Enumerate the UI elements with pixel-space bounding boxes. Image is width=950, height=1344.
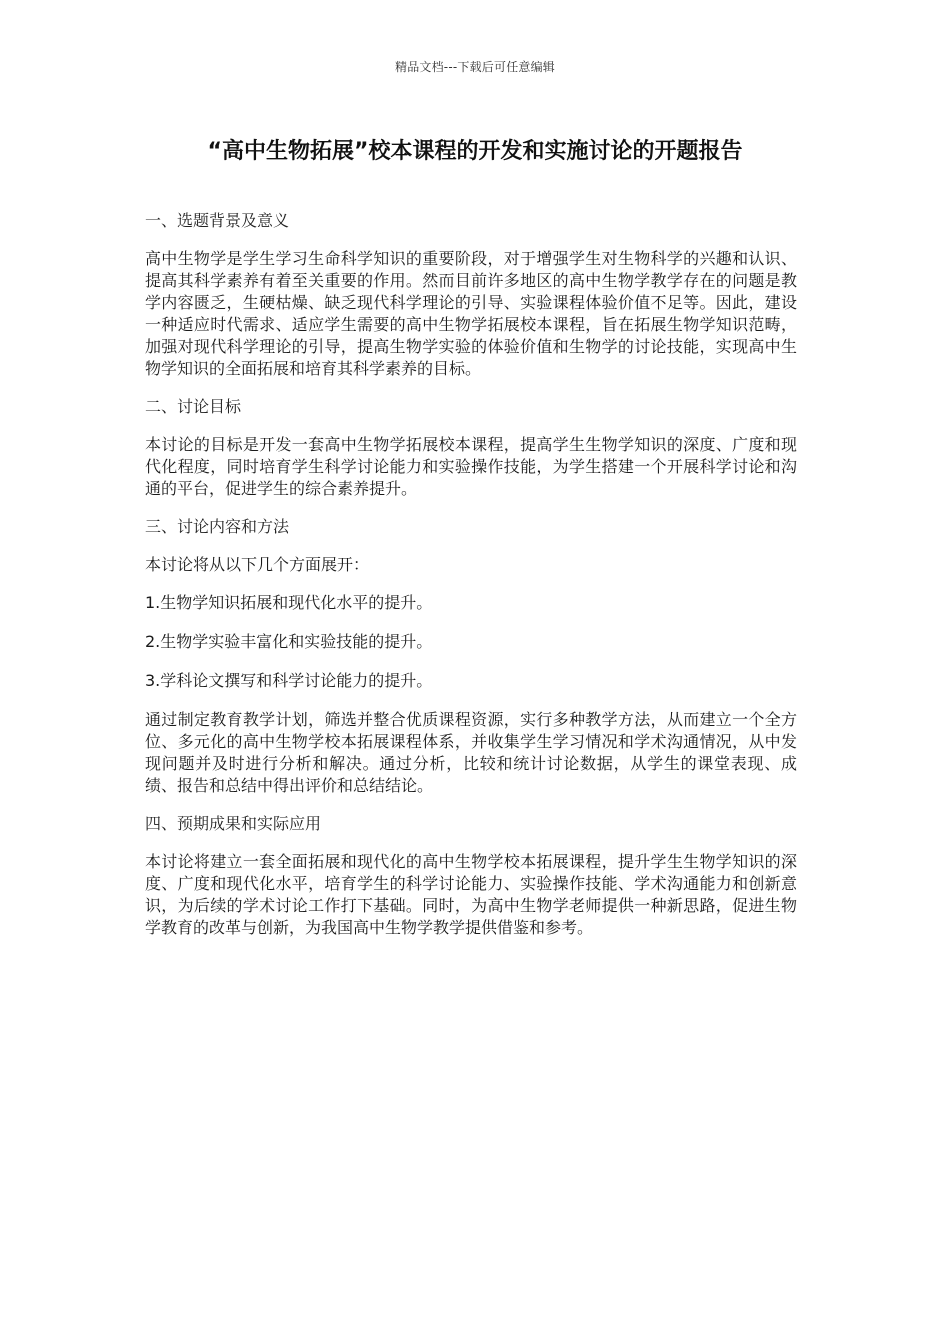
section-heading: 三、讨论内容和方法 [145, 517, 290, 536]
header-note: 精品文档---下载后可任意编辑 [395, 60, 555, 74]
paragraph: 通过制定教育教学计划，筛选并整合优质课程资源，实行多种教学方法，从而建立一个全方位、多元化的高中生物学校本拓展课程体系，并收集学生学习情况和学术沟通情况，从中发现问题并及时进行分析和解决。通过分析，比较和统计讨论数据，从学生的课堂表现、成绩、报告和总结中得出评价和总结结论。 [145, 710, 797, 795]
paragraph: 本讨论的目标是开发一套高中生物学拓展校本课程，提高学生生物学知识的深度、广度和现代化程度，同时培育学生科学讨论能力和实验操作技能，为学生搭建一个开展科学讨论和沟通的平台，促进学生的综合素养提升。 [145, 435, 797, 498]
document-title: “高中生物拓展”校本课程的开发和实施讨论的开题报告 [207, 139, 743, 164]
paragraph: 高中生物学是学生学习生命科学知识的重要阶段，对于增强学生对生物科学的兴趣和认识、提高其科学素养有着至关重要的作用。然而目前许多地区的高中生物学教学存在的问题是教学内容匮乏，生硬枯燥、缺乏现代科学理论的引导、实验课程体验价值不足等。因此，建设一种适应时代需求、适应学生需要的高中生物学拓展校本课程，旨在拓展生物学知识范畴，加强对现代科学理论的引导，提高生物学实验的体验价值和生物学的讨论技能，实现高中生物学知识的全面拓展和培育其科学素养的目标。 [145, 249, 797, 378]
list-item: 2.生物学实验丰富化和实验技能的提升。 [145, 632, 433, 651]
list-item: 3.学科论文撰写和科学讨论能力的提升。 [145, 671, 433, 690]
paragraph-intro: 本讨论将从以下几个方面展开： [145, 555, 370, 574]
document-body [145, 210, 797, 955]
section-expected-results [145, 813, 797, 939]
section-objectives [145, 396, 797, 500]
section-heading: 二、讨论目标 [145, 397, 242, 416]
section-content-methods [145, 516, 797, 797]
section-heading: 四、预期成果和实际应用 [145, 814, 322, 833]
paragraph: 本讨论将建立一套全面拓展和现代化的高中生物学校本拓展课程，提升学生生物学知识的深度、广度和现代化水平，培育学生的科学讨论能力、实验操作技能、学术沟通能力和创新意识，为后续的学术讨论工作打下基础。同时，为高中生物学老师提供一种新思路，促进生物学教育的改革与创新，为我国高中生物学教学提供借鉴和参考。 [145, 852, 797, 937]
list-item: 1.生物学知识拓展和现代化水平的提升。 [145, 593, 433, 612]
section-heading: 一、选题背景及意义 [145, 211, 290, 230]
section-background [145, 210, 797, 380]
